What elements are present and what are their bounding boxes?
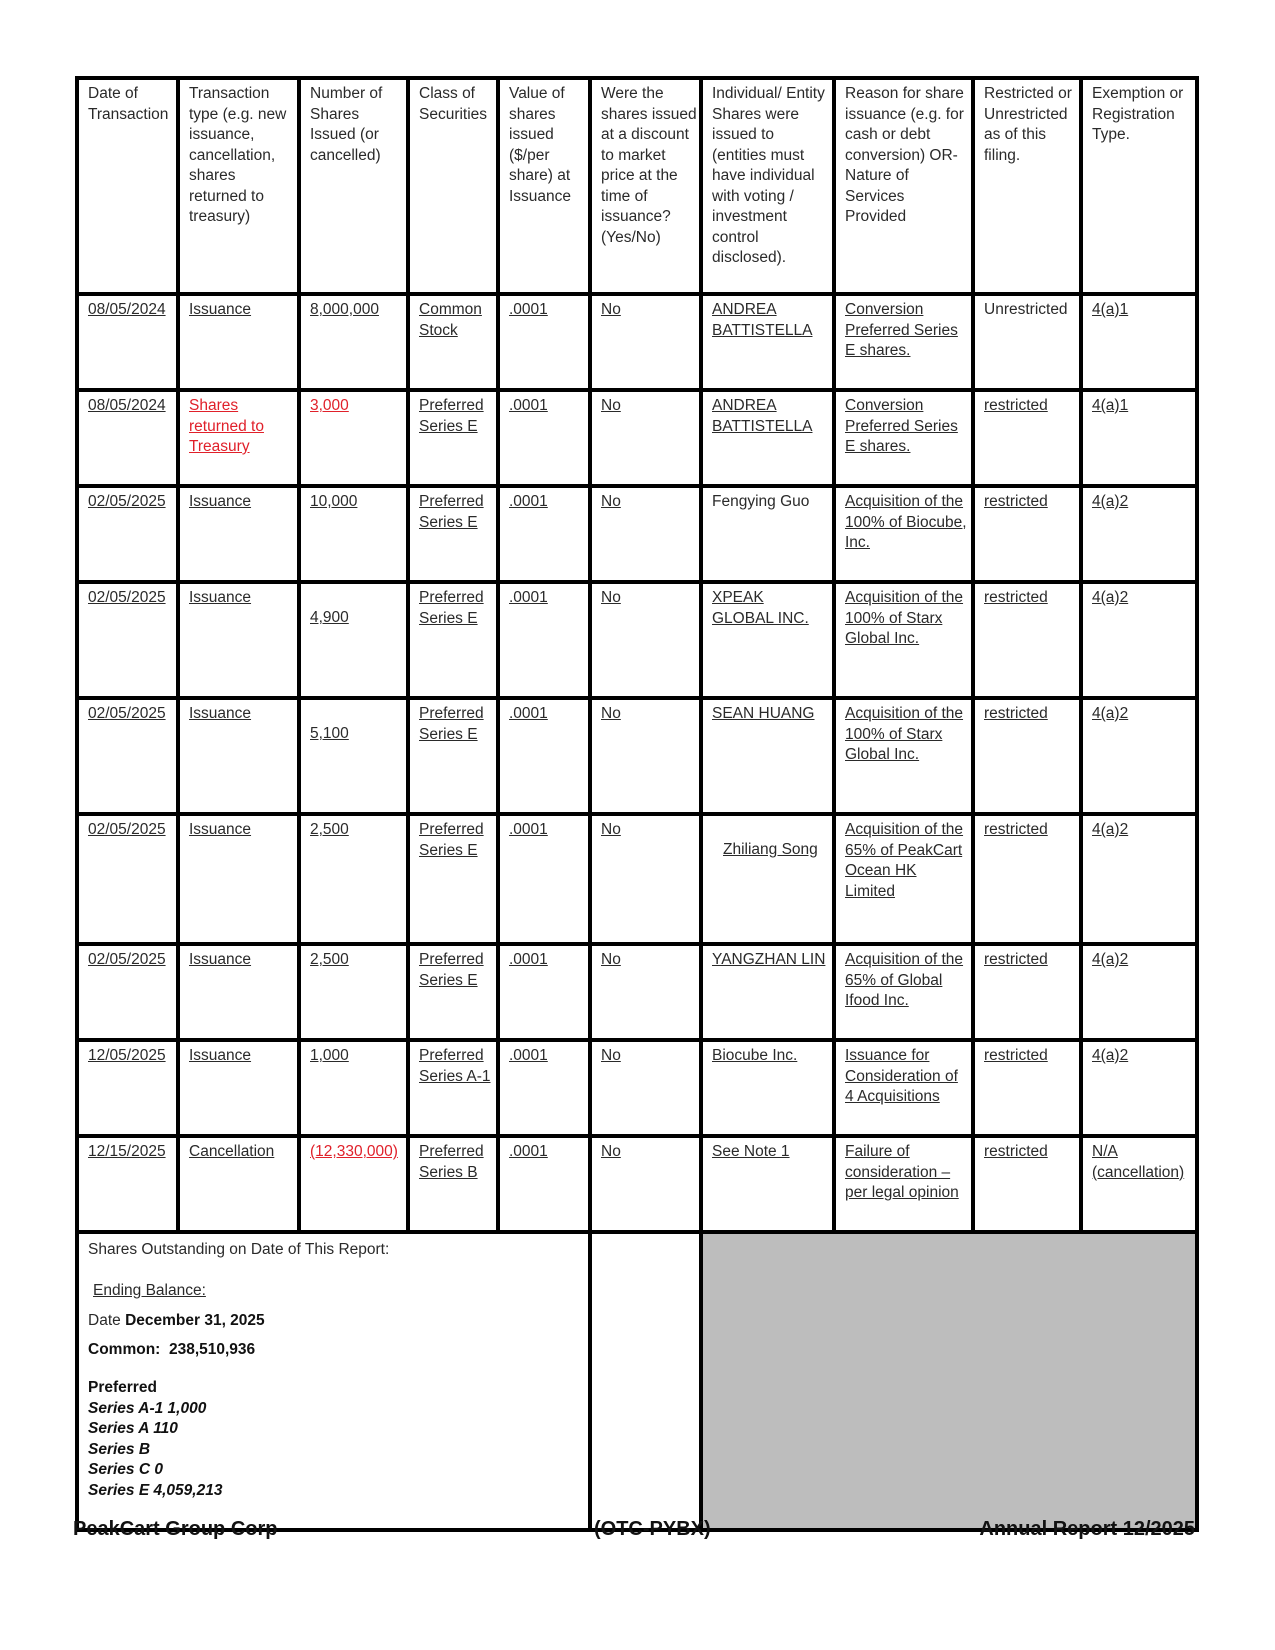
cell-entity bbox=[701, 814, 834, 944]
cell-shares-text: 8,000,000 bbox=[310, 301, 379, 318]
cell-shares-text: 2,500 bbox=[310, 951, 349, 968]
cell-type-text: Issuance bbox=[189, 493, 252, 510]
cell-date bbox=[77, 944, 178, 1040]
cell-reason bbox=[834, 1040, 973, 1136]
cell-exemption-text: 4(a)2 bbox=[1092, 1047, 1129, 1064]
cell-reason-text: Failure of consideration – per legal opinion bbox=[845, 1143, 959, 1201]
cell-discount bbox=[590, 294, 701, 390]
cell-shares-text: 1,000 bbox=[310, 1047, 349, 1064]
table-row bbox=[77, 390, 1197, 486]
cell-shares bbox=[299, 582, 408, 698]
cell-restricted-text: restricted bbox=[984, 951, 1048, 968]
shares-outstanding-summary bbox=[77, 1232, 590, 1530]
cell-value-text: .0001 bbox=[509, 951, 548, 968]
cell-entity bbox=[701, 582, 834, 698]
summary-series-b: Series B bbox=[88, 1440, 151, 1458]
cell-value-text: .0001 bbox=[509, 493, 548, 510]
cell-shares-text: 4,900 bbox=[310, 609, 349, 626]
footer-report: Annual Report 12/2025 bbox=[979, 1518, 1195, 1540]
cell-shares-text: 2,500 bbox=[310, 821, 349, 838]
cell-value bbox=[498, 390, 590, 486]
header-entity: Individual/ Entity Shares were issued to (entities must have individual with voting / investment control disclosed). bbox=[701, 78, 834, 294]
cell-value-text: .0001 bbox=[509, 589, 548, 606]
summary-preferred-label: Preferred bbox=[88, 1379, 157, 1396]
cell-shares-text: (12,330,000) bbox=[310, 1143, 398, 1160]
cell-type bbox=[178, 1040, 299, 1136]
header-date: Date of Transaction bbox=[77, 78, 178, 294]
cell-class bbox=[408, 944, 498, 1040]
summary-series-a: Series A 110 bbox=[88, 1420, 178, 1437]
table-row bbox=[77, 698, 1197, 814]
header-restricted: Restricted or Unrestricted as of this filing. bbox=[973, 78, 1081, 294]
cell-exemption bbox=[1081, 486, 1197, 582]
cell-restricted bbox=[973, 582, 1081, 698]
cell-exemption bbox=[1081, 1040, 1197, 1136]
cell-value bbox=[498, 698, 590, 814]
cell-date-text: 02/05/2025 bbox=[88, 821, 166, 838]
cell-date bbox=[77, 582, 178, 698]
table-row bbox=[77, 1136, 1197, 1232]
cell-restricted-text: restricted bbox=[984, 1143, 1048, 1160]
summary-series-a1: Series A-1 1,000 bbox=[88, 1399, 207, 1417]
cell-entity bbox=[701, 698, 834, 814]
cell-type bbox=[178, 944, 299, 1040]
cell-type bbox=[178, 486, 299, 582]
table-row bbox=[77, 582, 1197, 698]
cell-value bbox=[498, 814, 590, 944]
cell-discount-text: No bbox=[601, 951, 621, 968]
cell-exemption-text: 4(a)2 bbox=[1092, 821, 1129, 838]
cell-date-text: 12/05/2025 bbox=[88, 1047, 166, 1064]
cell-date bbox=[77, 390, 178, 486]
cell-reason bbox=[834, 698, 973, 814]
footer-company: PeakCart Group Corp bbox=[73, 1518, 278, 1540]
cell-reason-text: Acquisition of the 65% of Global Ifood Inc. bbox=[845, 951, 964, 1009]
ending-balance-label: Ending Balance: bbox=[93, 1281, 206, 1299]
cell-entity-text: SEAN HUANG bbox=[712, 705, 815, 722]
cell-exemption-text: 4(a)2 bbox=[1092, 951, 1129, 968]
cell-shares bbox=[299, 698, 408, 814]
cell-value bbox=[498, 486, 590, 582]
footer-ticker: (OTC-PYBX) bbox=[594, 1518, 711, 1540]
cell-reason-text: Conversion Preferred Series E shares. bbox=[845, 301, 958, 359]
cell-class bbox=[408, 1040, 498, 1136]
cell-date-text: 08/05/2024 bbox=[88, 397, 166, 414]
table-row bbox=[77, 814, 1197, 944]
cell-type-text: Issuance bbox=[189, 951, 252, 968]
summary-series-e: Series E 4,059,213 bbox=[88, 1481, 223, 1499]
cell-discount bbox=[590, 944, 701, 1040]
cell-value-text: .0001 bbox=[509, 1047, 548, 1064]
cell-class bbox=[408, 390, 498, 486]
cell-restricted-text: restricted bbox=[984, 821, 1048, 838]
cell-reason bbox=[834, 390, 973, 486]
header-discount: Were the shares issued at a discount to market price at the time of issuance? (Yes/No) bbox=[590, 78, 701, 294]
cell-value-text: .0001 bbox=[509, 705, 548, 722]
cell-exemption-text: 4(a)1 bbox=[1092, 397, 1129, 414]
cell-discount-text: No bbox=[601, 821, 621, 838]
share-issuance-table bbox=[75, 76, 1199, 1532]
cell-reason-text: Acquisition of the 100% of Starx Global Inc. bbox=[845, 705, 964, 763]
cell-date bbox=[77, 814, 178, 944]
cell-discount-text: No bbox=[601, 705, 621, 722]
header-transaction-type: Transaction type (e.g. new issuance, cancellation, shares returned to treasury) bbox=[178, 78, 299, 294]
cell-discount bbox=[590, 390, 701, 486]
cell-class-text: Preferred Series A-1 bbox=[419, 1047, 491, 1085]
cell-class-text: Preferred Series E bbox=[419, 589, 484, 627]
cell-exemption bbox=[1081, 698, 1197, 814]
cell-restricted bbox=[973, 1136, 1081, 1232]
cell-discount-text: No bbox=[601, 1143, 621, 1160]
cell-shares bbox=[299, 1136, 408, 1232]
cell-value-text: .0001 bbox=[509, 1143, 548, 1160]
cell-class-text: Common Stock bbox=[419, 301, 482, 339]
cell-value bbox=[498, 1136, 590, 1232]
cell-discount-text: No bbox=[601, 1047, 621, 1064]
cell-class bbox=[408, 698, 498, 814]
cell-exemption bbox=[1081, 294, 1197, 390]
cell-reason bbox=[834, 294, 973, 390]
cell-date-text: 02/05/2025 bbox=[88, 493, 166, 510]
header-class: Class of Securities bbox=[408, 78, 498, 294]
header-exemption: Exemption or Registration Type. bbox=[1081, 78, 1197, 294]
cell-reason bbox=[834, 1136, 973, 1232]
cell-reason bbox=[834, 486, 973, 582]
cell-date-text: 02/05/2025 bbox=[88, 705, 166, 722]
cell-reason bbox=[834, 944, 973, 1040]
cell-restricted bbox=[973, 486, 1081, 582]
cell-type bbox=[178, 814, 299, 944]
cell-type-text: Shares returned to Treasury bbox=[189, 397, 264, 455]
cell-value bbox=[498, 944, 590, 1040]
cell-restricted-text: restricted bbox=[984, 705, 1048, 722]
cell-restricted bbox=[973, 390, 1081, 486]
table-row bbox=[77, 294, 1197, 390]
cell-type bbox=[178, 1136, 299, 1232]
cell-exemption bbox=[1081, 814, 1197, 944]
cell-entity-text: Biocube Inc. bbox=[712, 1047, 798, 1064]
cell-date-text: 02/05/2025 bbox=[88, 589, 166, 606]
cell-entity-text: Zhiliang Song bbox=[723, 841, 818, 858]
summary-title: Shares Outstanding on Date of This Report: bbox=[88, 1241, 390, 1258]
cell-class-text: Preferred Series E bbox=[419, 705, 484, 743]
cell-discount bbox=[590, 814, 701, 944]
cell-exemption bbox=[1081, 1136, 1197, 1232]
cell-discount-text: No bbox=[601, 301, 621, 318]
cell-date bbox=[77, 1040, 178, 1136]
cell-entity bbox=[701, 390, 834, 486]
cell-discount-text: No bbox=[601, 589, 621, 606]
table-row bbox=[77, 944, 1197, 1040]
cell-shares-text: 5,100 bbox=[310, 725, 349, 742]
cell-shares bbox=[299, 814, 408, 944]
cell-value bbox=[498, 1040, 590, 1136]
cell-shares bbox=[299, 944, 408, 1040]
cell-discount bbox=[590, 1040, 701, 1136]
summary-blank-cell bbox=[590, 1232, 701, 1530]
header-value: Value of shares issued ($/per share) at Issuance bbox=[498, 78, 590, 294]
cell-shares bbox=[299, 390, 408, 486]
cell-date bbox=[77, 698, 178, 814]
cell-restricted-text: Unrestricted bbox=[984, 301, 1068, 318]
cell-exemption bbox=[1081, 582, 1197, 698]
cell-type bbox=[178, 294, 299, 390]
cell-entity-text: Fengying Guo bbox=[712, 493, 810, 510]
cell-restricted-text: restricted bbox=[984, 397, 1048, 414]
cell-class-text: Preferred Series E bbox=[419, 397, 484, 435]
table-header-row bbox=[77, 78, 1197, 294]
cell-discount-text: No bbox=[601, 493, 621, 510]
cell-entity bbox=[701, 486, 834, 582]
cell-type bbox=[178, 390, 299, 486]
cell-entity bbox=[701, 1040, 834, 1136]
cell-class bbox=[408, 814, 498, 944]
cell-restricted-text: restricted bbox=[984, 1047, 1048, 1064]
cell-value bbox=[498, 582, 590, 698]
cell-reason-text: Acquisition of the 100% of Starx Global Inc. bbox=[845, 589, 964, 647]
cell-exemption bbox=[1081, 390, 1197, 486]
cell-value bbox=[498, 294, 590, 390]
header-number-of-shares: Number of Shares Issued (or cancelled) bbox=[299, 78, 408, 294]
cell-entity bbox=[701, 294, 834, 390]
cell-exemption-text: 4(a)2 bbox=[1092, 493, 1129, 510]
cell-entity bbox=[701, 944, 834, 1040]
cell-type bbox=[178, 698, 299, 814]
cell-class-text: Preferred Series E bbox=[419, 493, 484, 531]
summary-common: Common: 238,510,936 bbox=[88, 1340, 256, 1358]
cell-type-text: Issuance bbox=[189, 301, 252, 318]
header-reason: Reason for share issuance (e.g. for cash or debt conversion) OR- Nature of Services Provided bbox=[834, 78, 973, 294]
cell-date-text: 12/15/2025 bbox=[88, 1143, 166, 1160]
table-row bbox=[77, 1040, 1197, 1136]
cell-value-text: .0001 bbox=[509, 397, 548, 414]
cell-restricted-text: restricted bbox=[984, 589, 1048, 606]
cell-entity-text: ANDREA BATTISTELLA bbox=[712, 397, 813, 435]
cell-exemption-text: N/A (cancellation) bbox=[1092, 1143, 1185, 1181]
cell-value-text: .0001 bbox=[509, 821, 548, 838]
cell-class-text: Preferred Series E bbox=[419, 951, 484, 989]
cell-type bbox=[178, 582, 299, 698]
cell-shares bbox=[299, 486, 408, 582]
cell-date-text: 08/05/2024 bbox=[88, 301, 166, 318]
cell-exemption-text: 4(a)2 bbox=[1092, 705, 1129, 722]
cell-type-text: Issuance bbox=[189, 589, 252, 606]
cell-reason-text: Issuance for Consideration of 4 Acquisitions bbox=[845, 1047, 958, 1105]
cell-class bbox=[408, 486, 498, 582]
cell-reason-text: Acquisition of the 100% of Biocube, Inc. bbox=[845, 493, 967, 551]
cell-entity-text: YANGZHAN LIN bbox=[712, 951, 826, 968]
cell-entity-text: XPEAK GLOBAL INC. bbox=[712, 589, 809, 627]
cell-reason-text: Conversion Preferred Series E shares. bbox=[845, 397, 958, 455]
cell-restricted bbox=[973, 1040, 1081, 1136]
cell-reason bbox=[834, 582, 973, 698]
cell-discount bbox=[590, 698, 701, 814]
cell-restricted bbox=[973, 294, 1081, 390]
cell-class-text: Preferred Series E bbox=[419, 821, 484, 859]
cell-shares-text: 10,000 bbox=[310, 493, 358, 510]
summary-date: Date December 31, 2025 bbox=[88, 1312, 265, 1329]
cell-exemption bbox=[1081, 944, 1197, 1040]
summary-row bbox=[77, 1232, 1197, 1530]
cell-entity bbox=[701, 1136, 834, 1232]
cell-date-text: 02/05/2025 bbox=[88, 951, 166, 968]
cell-class bbox=[408, 1136, 498, 1232]
cell-restricted bbox=[973, 698, 1081, 814]
summary-gray-cell bbox=[701, 1232, 1197, 1530]
cell-discount bbox=[590, 486, 701, 582]
cell-exemption-text: 4(a)1 bbox=[1092, 301, 1129, 318]
cell-class bbox=[408, 294, 498, 390]
cell-shares-text: 3,000 bbox=[310, 397, 349, 414]
cell-class bbox=[408, 582, 498, 698]
cell-type-text: Issuance bbox=[189, 821, 252, 838]
cell-exemption-text: 4(a)2 bbox=[1092, 589, 1129, 606]
cell-shares bbox=[299, 1040, 408, 1136]
cell-entity-text: See Note 1 bbox=[712, 1143, 790, 1160]
cell-type-text: Issuance bbox=[189, 705, 252, 722]
cell-date bbox=[77, 1136, 178, 1232]
cell-date bbox=[77, 294, 178, 390]
cell-value-text: .0001 bbox=[509, 301, 548, 318]
cell-shares bbox=[299, 294, 408, 390]
cell-reason-text: Acquisition of the 65% of PeakCart Ocean HK Limited bbox=[845, 821, 964, 900]
cell-type-text: Cancellation bbox=[189, 1143, 275, 1160]
cell-discount bbox=[590, 1136, 701, 1232]
cell-type-text: Issuance bbox=[189, 1047, 252, 1064]
cell-entity-text: ANDREA BATTISTELLA bbox=[712, 301, 813, 339]
cell-reason bbox=[834, 814, 973, 944]
cell-discount bbox=[590, 582, 701, 698]
cell-class-text: Preferred Series B bbox=[419, 1143, 484, 1181]
table-row bbox=[77, 486, 1197, 582]
summary-series-c: Series C 0 bbox=[88, 1461, 163, 1478]
cell-discount-text: No bbox=[601, 397, 621, 414]
cell-restricted-text: restricted bbox=[984, 493, 1048, 510]
cell-restricted bbox=[973, 814, 1081, 944]
cell-date bbox=[77, 486, 178, 582]
cell-restricted bbox=[973, 944, 1081, 1040]
